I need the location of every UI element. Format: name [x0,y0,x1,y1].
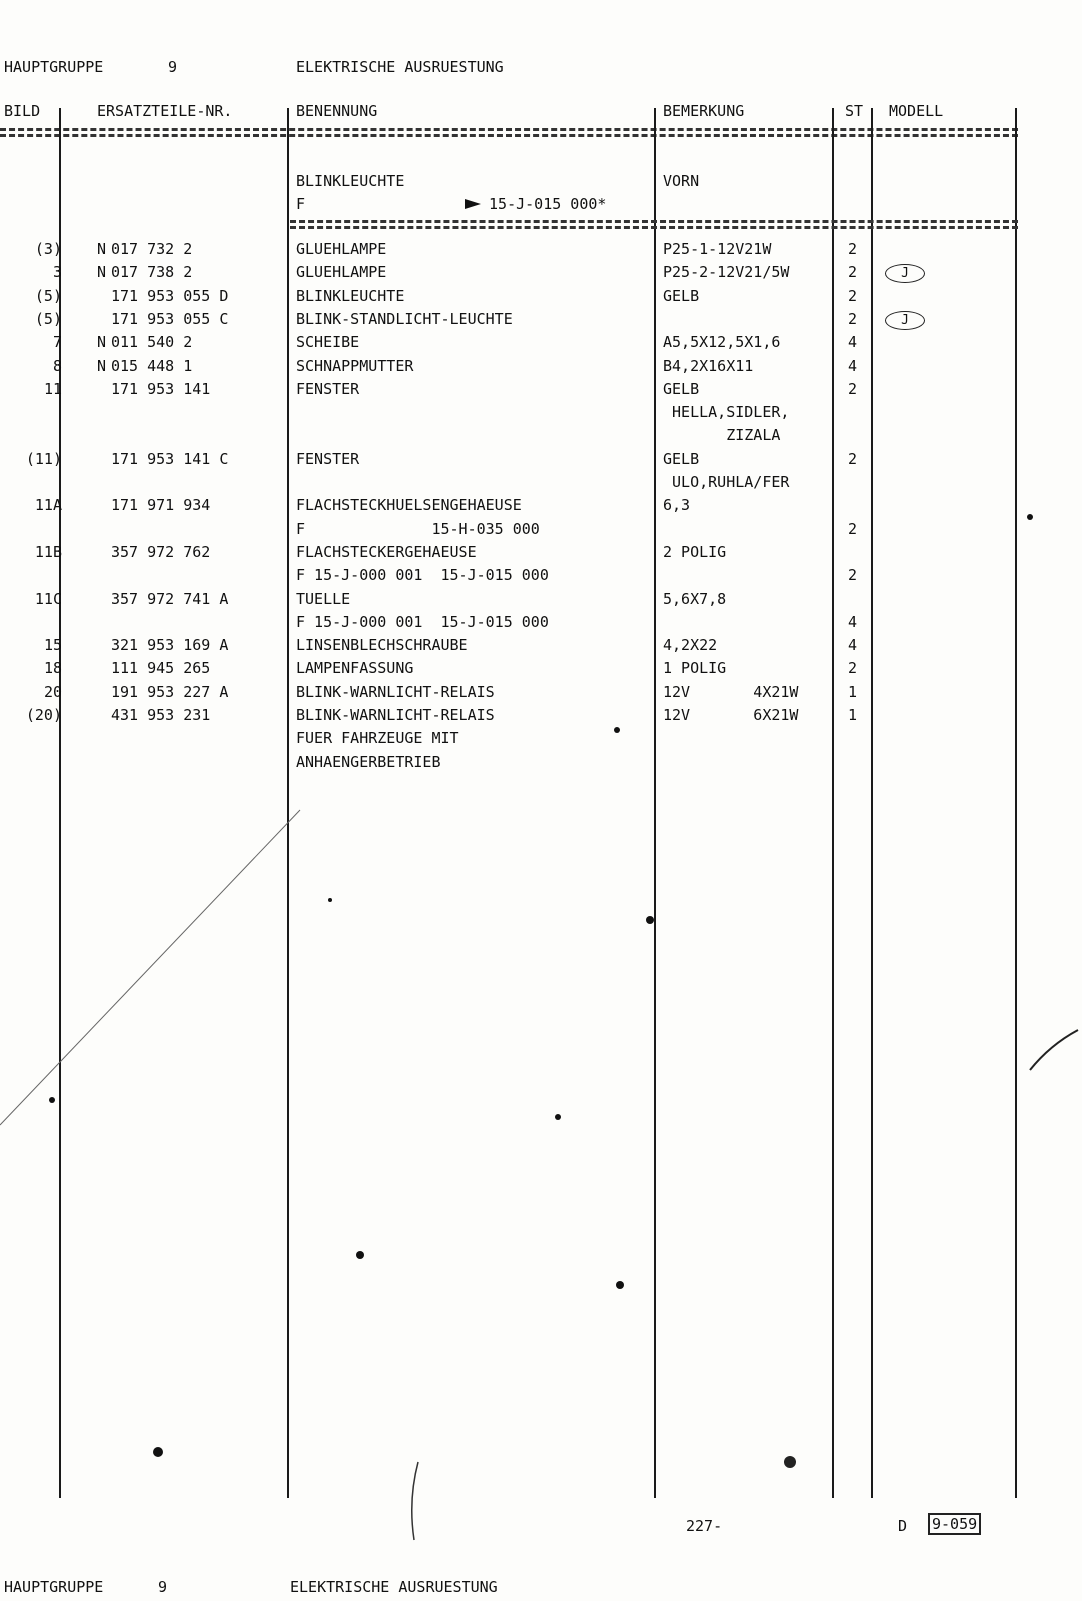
bild-cell: 11A [34,496,62,514]
next-page-title: ELEKTRISCHE AUSRUESTUNG [290,1578,498,1596]
footer-d-label: D [898,1517,908,1535]
part-number-cell: 171 953 141 [111,380,211,398]
bild-cell: 15 [43,636,62,654]
st-cell: 4 [848,613,858,631]
section-title: BLINKLEUCHTE [296,172,405,190]
part-number-cell: 321 953 169 A [111,636,229,654]
benennung-cell: GLUEHLAMPE [296,240,387,258]
scan-speck [616,1281,624,1289]
benennung-cell: F 15-H-035 000 [296,520,540,538]
column-header-bild: BILD [4,102,41,120]
part-number-cell: 171 953 055 D [111,287,229,305]
scan-speck [555,1114,561,1120]
bemerkung-cell: ULO,RUHLA/FER [663,473,790,491]
st-cell: 2 [848,566,858,584]
bild-cell: (5) [34,310,62,328]
page-reference: 9-059 [928,1513,981,1535]
bild-cell: 11 [43,380,62,398]
modell-badge: J [885,311,925,330]
benennung-cell: GLUEHLAMPE [296,263,387,281]
bild-cell: 11B [34,543,62,561]
next-hauptgruppe-label: HAUPTGRUPPE [4,1578,104,1596]
st-cell: 2 [848,450,858,468]
part-number-cell: 011 540 2 [111,333,193,351]
n-cell: N [97,357,107,375]
page-title: ELEKTRISCHE AUSRUESTUNG [296,58,504,76]
validity-prefix: F [296,195,306,213]
part-number-cell: 171 953 141 C [111,450,229,468]
bild-cell: 20 [43,683,62,701]
part-number-cell: 015 448 1 [111,357,193,375]
part-number-cell: 111 945 265 [111,659,211,677]
bild-cell: (3) [34,240,62,258]
part-number-cell: 431 953 231 [111,706,211,724]
st-cell: 1 [848,706,858,724]
bemerkung-cell: GELB [663,450,700,468]
scan-stray-line [0,810,300,1125]
bemerkung-cell: B4,2X16X11 [663,357,754,375]
bild-cell: (20) [25,706,62,724]
bemerkung-cell: 1 POLIG [663,659,727,677]
bemerkung-cell: 2 POLIG [663,543,727,561]
benennung-cell: FLACHSTECKHUELSENGEHAEUSE [296,496,522,514]
benennung-cell: FENSTER [296,380,360,398]
st-cell: 4 [848,357,858,375]
bemerkung-cell: HELLA,SIDLER, [663,403,790,421]
section-remark: VORN [663,172,700,190]
scan-speck [614,727,620,733]
part-number-cell: 017 732 2 [111,240,193,258]
bild-cell: 18 [43,659,62,677]
bemerkung-cell: P25-1-12V21W [663,240,772,258]
benennung-cell: BLINK-WARNLICHT-RELAIS [296,706,495,724]
n-cell: N [97,240,107,258]
bemerkung-cell: A5,5X12,5X1,6 [663,333,781,351]
column-header-benennung: BENENNUNG [296,102,378,120]
column-header-modell: MODELL [889,102,944,120]
bemerkung-cell: 6,3 [663,496,691,514]
benennung-cell: LINSENBLECHSCHRAUBE [296,636,468,654]
bemerkung-cell: 4,2X22 [663,636,718,654]
hauptgruppe-number: 9 [168,58,178,76]
scan-speck [356,1251,364,1259]
part-number-cell: 171 953 055 C [111,310,229,328]
bemerkung-cell: 12V 6X21W [663,706,799,724]
st-cell: 4 [848,636,858,654]
benennung-cell: ANHAENGERBETRIEB [296,753,441,771]
benennung-cell: LAMPENFASSUNG [296,659,414,677]
n-cell: N [97,263,107,281]
bild-cell: (5) [34,287,62,305]
column-header-st: ST [845,102,864,120]
column-header-ersatzteile-nr: ERSATZTEILE-NR. [97,102,233,120]
n-cell: N [97,333,107,351]
part-number-cell: 171 971 934 [111,496,211,514]
bild-cell: 8 [52,357,62,375]
scan-speck [49,1097,55,1103]
scan-speck [328,898,332,902]
benennung-cell: FLACHSTECKERGEHAEUSE [296,543,477,561]
bild-cell: 3 [52,263,62,281]
benennung-cell: BLINK-STANDLICHT-LEUCHTE [296,310,513,328]
scan-speck [646,916,654,924]
benennung-cell: FUER FAHRZEUGE MIT [296,729,459,747]
part-number-cell: 191 953 227 A [111,683,229,701]
scan-speck [1027,514,1033,520]
bemerkung-cell: ZIZALA [663,426,781,444]
scan-speck [153,1447,163,1457]
bemerkung-cell: 12V 4X21W [663,683,799,701]
column-header-bemerkung: BEMERKUNG [663,102,745,120]
next-hauptgruppe-number: 9 [158,1578,168,1596]
part-number-cell: 017 738 2 [111,263,193,281]
benennung-cell: SCHNAPPMUTTER [296,357,414,375]
bemerkung-cell: P25-2-12V21/5W [663,263,790,281]
scan-stray-curve [412,1462,418,1540]
benennung-cell: TUELLE [296,590,351,608]
bemerkung-cell: GELB [663,380,700,398]
st-cell: 2 [848,520,858,538]
benennung-cell: F 15-J-000 001 15-J-015 000 [296,613,549,631]
bemerkung-cell: GELB [663,287,700,305]
scan-stray-curve [1030,1030,1078,1070]
validity-range: 15-J-015 000* [489,195,607,213]
bild-cell: 7 [52,333,62,351]
hauptgruppe-label: HAUPTGRUPPE [4,58,104,76]
benennung-cell: FENSTER [296,450,360,468]
st-cell: 2 [848,380,858,398]
st-cell: 2 [848,263,858,281]
benennung-cell: SCHEIBE [296,333,360,351]
st-cell: 2 [848,240,858,258]
st-cell: 2 [848,659,858,677]
st-cell: 2 [848,310,858,328]
bemerkung-cell: 5,6X7,8 [663,590,727,608]
part-number-cell: 357 972 741 A [111,590,229,608]
st-cell: 1 [848,683,858,701]
part-number-cell: 357 972 762 [111,543,211,561]
bild-cell: 11C [34,590,62,608]
page-number: 227- [686,1517,723,1535]
benennung-cell: F 15-J-000 001 15-J-015 000 [296,566,549,584]
scan-speck [784,1456,796,1468]
st-cell: 2 [848,287,858,305]
bild-cell: (11) [25,450,62,468]
benennung-cell: BLINK-WARNLICHT-RELAIS [296,683,495,701]
st-cell: 4 [848,333,858,351]
modell-badge: J [885,264,925,283]
benennung-cell: BLINKLEUCHTE [296,287,405,305]
